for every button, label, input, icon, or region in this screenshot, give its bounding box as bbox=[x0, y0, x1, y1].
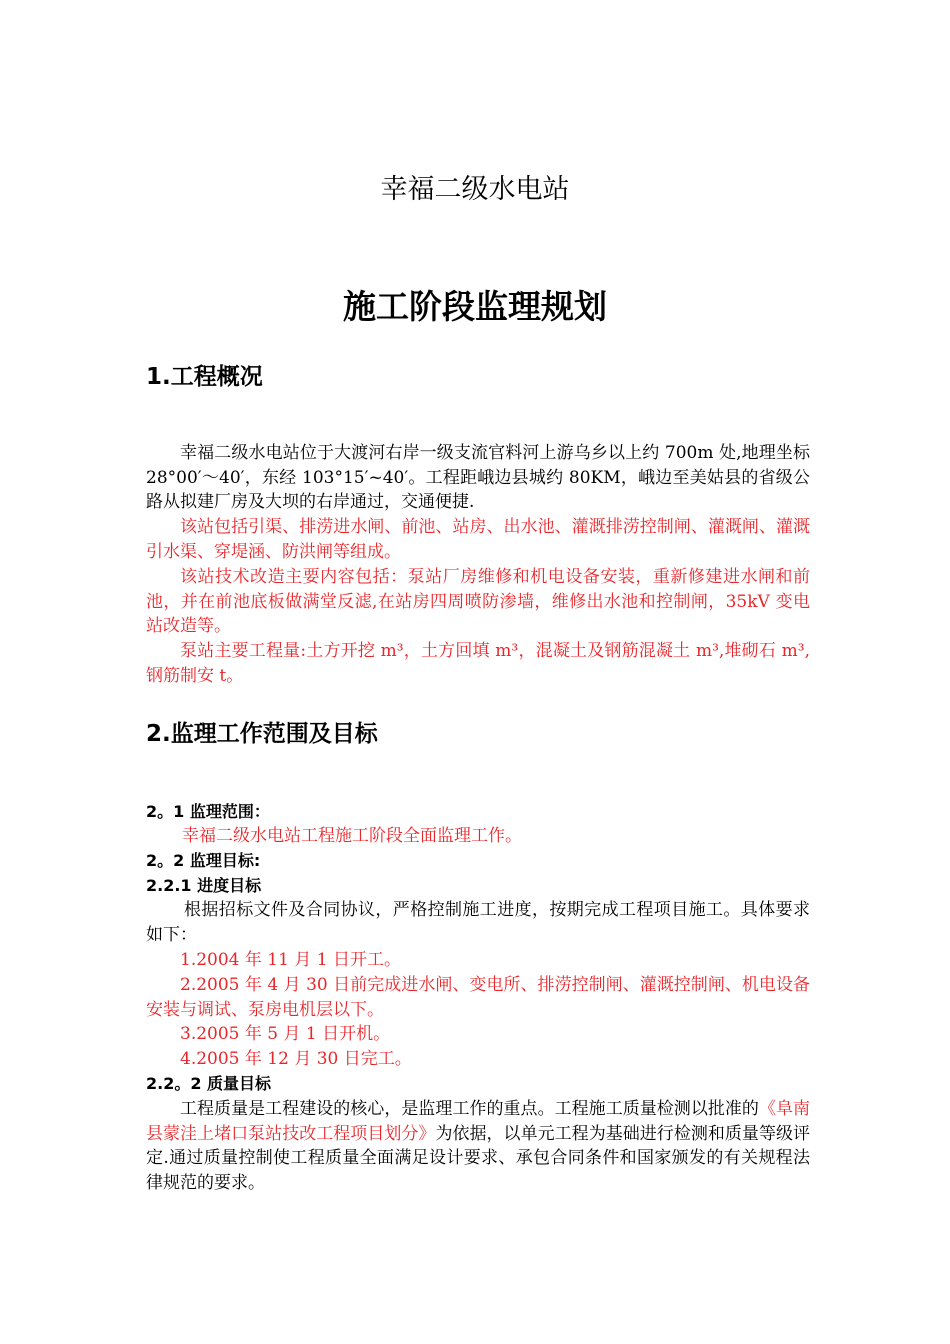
milestone-item: 2.2005 年 4 月 30 日前完成进水闸、变电所、排涝控制闸、灌溉控制闸、机电设备安装与调试、泵房电机层以下。 bbox=[146, 975, 810, 1020]
goal-heading: 2。2 监理目标: bbox=[146, 851, 261, 870]
quality-heading: 2.2。2 质量目标 bbox=[146, 1074, 272, 1093]
milestone-item: 3.2005 年 5 月 1 日开机。 bbox=[180, 1024, 391, 1044]
progress-heading: 2.2.1 进度目标 bbox=[146, 876, 262, 895]
scope-heading: 2。1 监理范围： bbox=[146, 802, 270, 821]
section-1-heading: 1.工程概况 bbox=[146, 364, 263, 390]
quality-text-part: 工程质量是工程建设的核心，是监理工作的重点。工程施工质量检测以批准的 bbox=[180, 1099, 759, 1119]
project-subtitle: 幸福二级水电站 bbox=[380, 174, 570, 205]
project-division-reference: 《阜南县蒙洼上堵口泵站技改工程项目划分》 bbox=[146, 1099, 811, 1144]
document-title: 施工阶段监理规划 bbox=[343, 287, 607, 326]
renovation-paragraph: 该站技术改造主要内容包括：泵站厂房维修和机电设备安装，重新修建进水闸和前池，并在前池底板做满堂反滤,在站房四周喷防渗墙，维修出水池和控制闸，35kV 变电站改造等。 bbox=[146, 567, 810, 637]
section-2-heading: 2.监理工作范围及目标 bbox=[146, 721, 378, 747]
progress-paragraph: 根据招标文件及合同协议，严格控制施工进度，按期完成工程项目施工。具体要求如下： bbox=[146, 900, 810, 945]
composition-paragraph: 该站包括引渠、排涝进水闸、前池、站房、出水池、灌溉排涝控制闸、灌溉闸、灌溉引水渠、穿堤涵、防洪闸等组成。 bbox=[146, 517, 810, 562]
overview-paragraph: 幸福二级水电站位于大渡河右岸一级支流官料河上游乌乡以上约 700m 处,地理坐标 28°00′～40′，东经 103°15′~40′。工程距峨边县城约 80KM，峨边至美姑县的省级公路从拟建厂房及大坝的右岸通过，交通便捷. bbox=[146, 443, 810, 513]
quality-text-part: 为依据，以单元工程为基础进行检测和质量等级评定.通过质量控制使工程质量全面满足设计要求、承包合同条件和国家颁发的有关规程法律规范的要求。 bbox=[146, 1123, 811, 1193]
quantities-paragraph: 泵站主要工程量:土方开挖 m³，土方回填 m³，混凝土及钢筋混凝土 m³,堆砌石 m³,钢筋制安 t。 bbox=[146, 641, 810, 686]
quality-paragraph bbox=[146, 1097, 810, 1195]
milestone-item: 4.2005 年 12 月 30 日完工。 bbox=[180, 1049, 412, 1069]
scope-text: 幸福二级水电站工程施工阶段全面监理工作。 bbox=[182, 826, 522, 846]
milestone-item: 1.2004 年 11 月 1 日开工。 bbox=[180, 950, 401, 970]
